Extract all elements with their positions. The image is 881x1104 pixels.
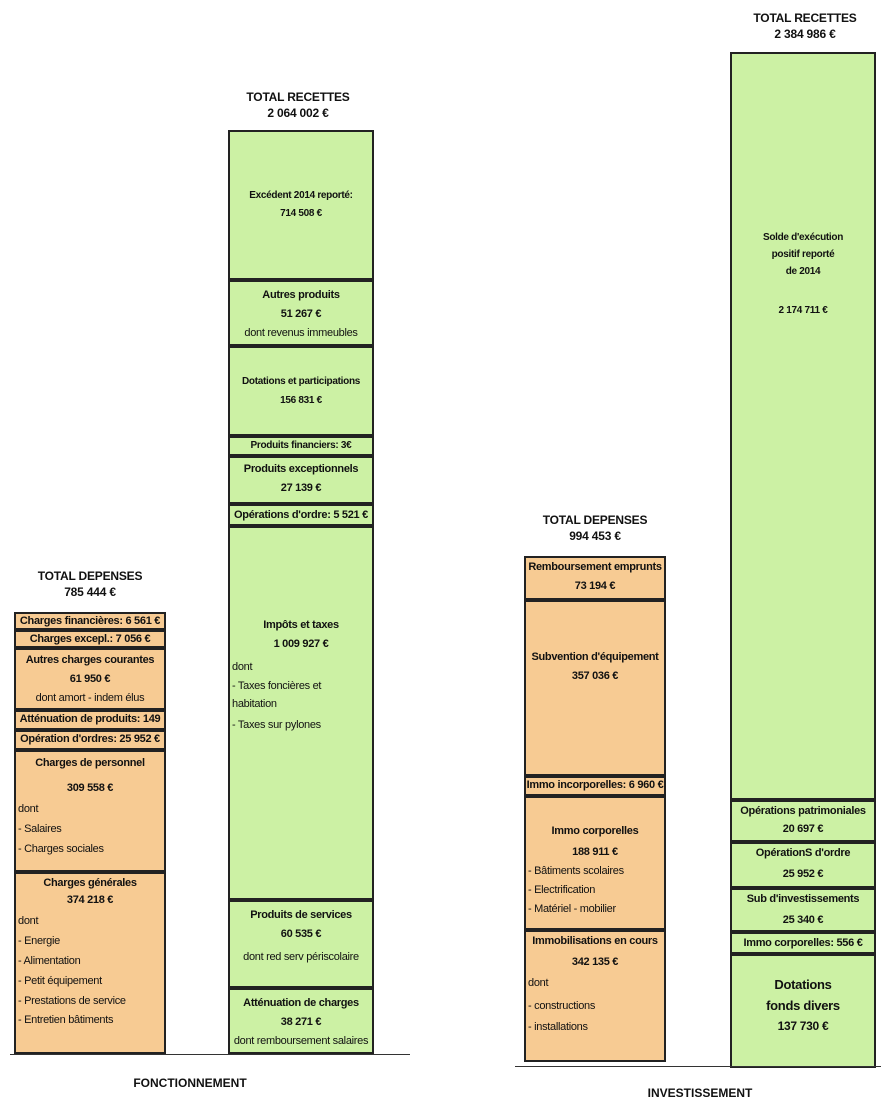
invest-recettes-header bbox=[735, 10, 875, 42]
invest-baseline bbox=[515, 1066, 881, 1067]
box-amount: 25 340 € bbox=[782, 914, 824, 926]
fonct-recettes-title: TOTAL RECETTES bbox=[246, 90, 350, 104]
operations-ordre-box bbox=[228, 504, 374, 526]
invest-depenses-column bbox=[524, 556, 666, 1062]
box-line: Immobilisations en cours bbox=[532, 935, 658, 947]
fonct-recettes-header bbox=[218, 89, 378, 121]
box-line: Opérations d'ordre: 5 521 € bbox=[234, 509, 368, 521]
box-amount: 20 697 € bbox=[782, 823, 824, 835]
immo-corporelles-box bbox=[524, 796, 666, 930]
box-line: dont bbox=[528, 977, 549, 989]
box-line: Dotations et participations bbox=[241, 376, 361, 387]
box-line: dont red serv périscolaire bbox=[243, 951, 359, 963]
box-line: - Charges sociales bbox=[18, 843, 104, 855]
box-amount: 2 174 711 € bbox=[778, 305, 828, 316]
box-amount: 342 135 € bbox=[571, 956, 619, 968]
box-line: Immo incorporelles: 6 960 € bbox=[526, 779, 664, 791]
invest-recettes-total: 2 384 986 € bbox=[774, 27, 836, 41]
fonct-depenses-header bbox=[10, 568, 170, 600]
box-amount: 1 009 927 € bbox=[273, 638, 329, 650]
autres-produits-box bbox=[228, 280, 374, 346]
operations-dordre-box bbox=[730, 842, 876, 888]
fonct-recettes-column bbox=[228, 130, 374, 1054]
produits-financiers-box bbox=[228, 436, 374, 456]
box-line: positif reporté bbox=[771, 249, 835, 260]
box-amount: 27 139 € bbox=[280, 482, 322, 494]
operations-patrimoniales-box bbox=[730, 800, 876, 842]
box-line: dont bbox=[18, 915, 39, 927]
box-line: Solde d'exécution bbox=[762, 232, 844, 243]
box-line: Excédent 2014 reporté: bbox=[249, 190, 353, 201]
box-amount: 357 036 € bbox=[571, 670, 619, 682]
box-line: Dotations bbox=[774, 977, 832, 992]
dotations-fonds-divers-box bbox=[730, 954, 876, 1068]
box-line: Produits financiers: 3€ bbox=[250, 440, 352, 451]
box-line: - installations bbox=[528, 1021, 588, 1033]
box-line: - Salaires bbox=[18, 823, 62, 835]
box-line: dont bbox=[18, 803, 39, 815]
box-line: - Energie bbox=[18, 935, 60, 947]
fonct-baseline bbox=[10, 1054, 410, 1055]
box-line: Charges générales bbox=[43, 877, 137, 889]
box-line: - Taxes foncières et bbox=[232, 680, 322, 692]
box-amount: 51 267 € bbox=[280, 308, 322, 320]
box-line: Charges financières: 6 561 € bbox=[19, 615, 161, 627]
box-line: dont remboursement salaires bbox=[233, 1035, 369, 1047]
remboursement-emprunts-box bbox=[524, 556, 666, 600]
box-line: - Prestations de service bbox=[18, 995, 126, 1007]
box-line: Charges de personnel bbox=[35, 757, 145, 769]
produits-exceptionnels-box bbox=[228, 456, 374, 504]
box-line: - Entretien bâtiments bbox=[18, 1014, 114, 1026]
box-line: habitation bbox=[232, 698, 277, 710]
solde-execution-box bbox=[730, 52, 876, 800]
box-line: Immo corporelles: 556 € bbox=[743, 937, 863, 949]
produits-services-box bbox=[228, 900, 374, 988]
invest-depenses-title: TOTAL DEPENSES bbox=[542, 513, 648, 527]
box-amount: 374 218 € bbox=[66, 894, 114, 906]
box-line: Produits exceptionnels bbox=[243, 463, 359, 475]
box-line: - Bâtiments scolaires bbox=[528, 865, 624, 877]
charges-generales-box bbox=[14, 872, 166, 1054]
impots-taxes-box bbox=[228, 526, 374, 900]
box-amount: 714 508 € bbox=[280, 208, 322, 219]
subvention-equipement-box bbox=[524, 600, 666, 776]
immo-corporelles-recettes-box bbox=[730, 932, 876, 954]
box-line: - Electrification bbox=[528, 884, 596, 896]
attenuation-charges-box bbox=[228, 988, 374, 1054]
box-line: - Petit équipement bbox=[18, 975, 102, 987]
box-line: Impôts et taxes bbox=[263, 619, 339, 631]
fonct-recettes-total: 2 064 002 € bbox=[267, 106, 329, 120]
charges-exceptionnelles-box bbox=[14, 630, 166, 648]
box-line: Charges excepl.: 7 056 € bbox=[29, 633, 151, 645]
invest-depenses-header bbox=[515, 512, 675, 544]
box-amount: 38 271 € bbox=[280, 1016, 322, 1028]
box-line: - constructions bbox=[528, 1000, 596, 1012]
charges-financieres-box bbox=[14, 612, 166, 630]
box-amount: 156 831 € bbox=[280, 395, 322, 406]
box-amount: 73 194 € bbox=[574, 580, 616, 592]
box-line: Opération d'ordres: 25 952 € bbox=[20, 733, 160, 745]
box-line: - Alimentation bbox=[18, 955, 81, 967]
fonct-depenses-title: TOTAL DEPENSES bbox=[37, 569, 143, 583]
fonct-depenses-total: 785 444 € bbox=[64, 585, 116, 599]
box-line: Autres charges courantes bbox=[25, 654, 155, 666]
box-line: Subvention d'équipement bbox=[531, 651, 659, 663]
box-amount: 309 558 € bbox=[66, 782, 114, 794]
box-line: OpérationS d'ordre bbox=[755, 847, 851, 859]
autres-charges-courantes-box bbox=[14, 648, 166, 710]
box-line: dont bbox=[232, 661, 253, 673]
excedent-2014-box bbox=[228, 130, 374, 280]
box-line: - Matériel - mobilier bbox=[528, 903, 616, 915]
box-line: Remboursement emprunts bbox=[528, 561, 662, 573]
invest-recettes-title: TOTAL RECETTES bbox=[753, 11, 857, 25]
invest-depenses-total: 994 453 € bbox=[569, 529, 621, 543]
box-amount: 25 952 € bbox=[782, 868, 824, 880]
immo-incorporelles-box bbox=[524, 776, 666, 796]
box-amount: 188 911 € bbox=[572, 846, 618, 858]
invest-recettes-column bbox=[730, 52, 876, 1068]
box-line: Sub d'investissements bbox=[746, 893, 860, 905]
attenuation-produits-box bbox=[14, 710, 166, 730]
box-line: Atténuation de charges bbox=[243, 997, 359, 1009]
box-line: de 2014 bbox=[785, 266, 821, 277]
investissement-label: INVESTISSEMENT bbox=[647, 1086, 753, 1100]
dotations-participations-box bbox=[228, 346, 374, 436]
box-line: Autres produits bbox=[262, 289, 340, 301]
box-line: dont amort - indem élus bbox=[35, 692, 145, 704]
box-amount: 137 730 € bbox=[777, 1019, 829, 1033]
fonctionnement-label: FONCTIONNEMENT bbox=[133, 1076, 247, 1090]
box-amount: 61 950 € bbox=[69, 673, 111, 685]
box-line: Produits de services bbox=[250, 909, 352, 921]
operation-ordres-box bbox=[14, 730, 166, 750]
box-line: Immo corporelles bbox=[551, 825, 639, 837]
box-amount: 60 535 € bbox=[280, 928, 322, 940]
box-line: dont revenus immeubles bbox=[244, 327, 358, 339]
box-line: - Taxes sur pylones bbox=[232, 719, 321, 731]
box-line: Opérations patrimoniales bbox=[740, 805, 866, 817]
fonct-depenses-column bbox=[14, 612, 166, 1054]
immobilisations-en-cours-box bbox=[524, 930, 666, 1062]
box-line: Atténuation de produits: 149 bbox=[19, 713, 161, 725]
charges-personnel-box bbox=[14, 750, 166, 872]
sub-investissements-box bbox=[730, 888, 876, 932]
box-line: fonds divers bbox=[766, 998, 840, 1013]
